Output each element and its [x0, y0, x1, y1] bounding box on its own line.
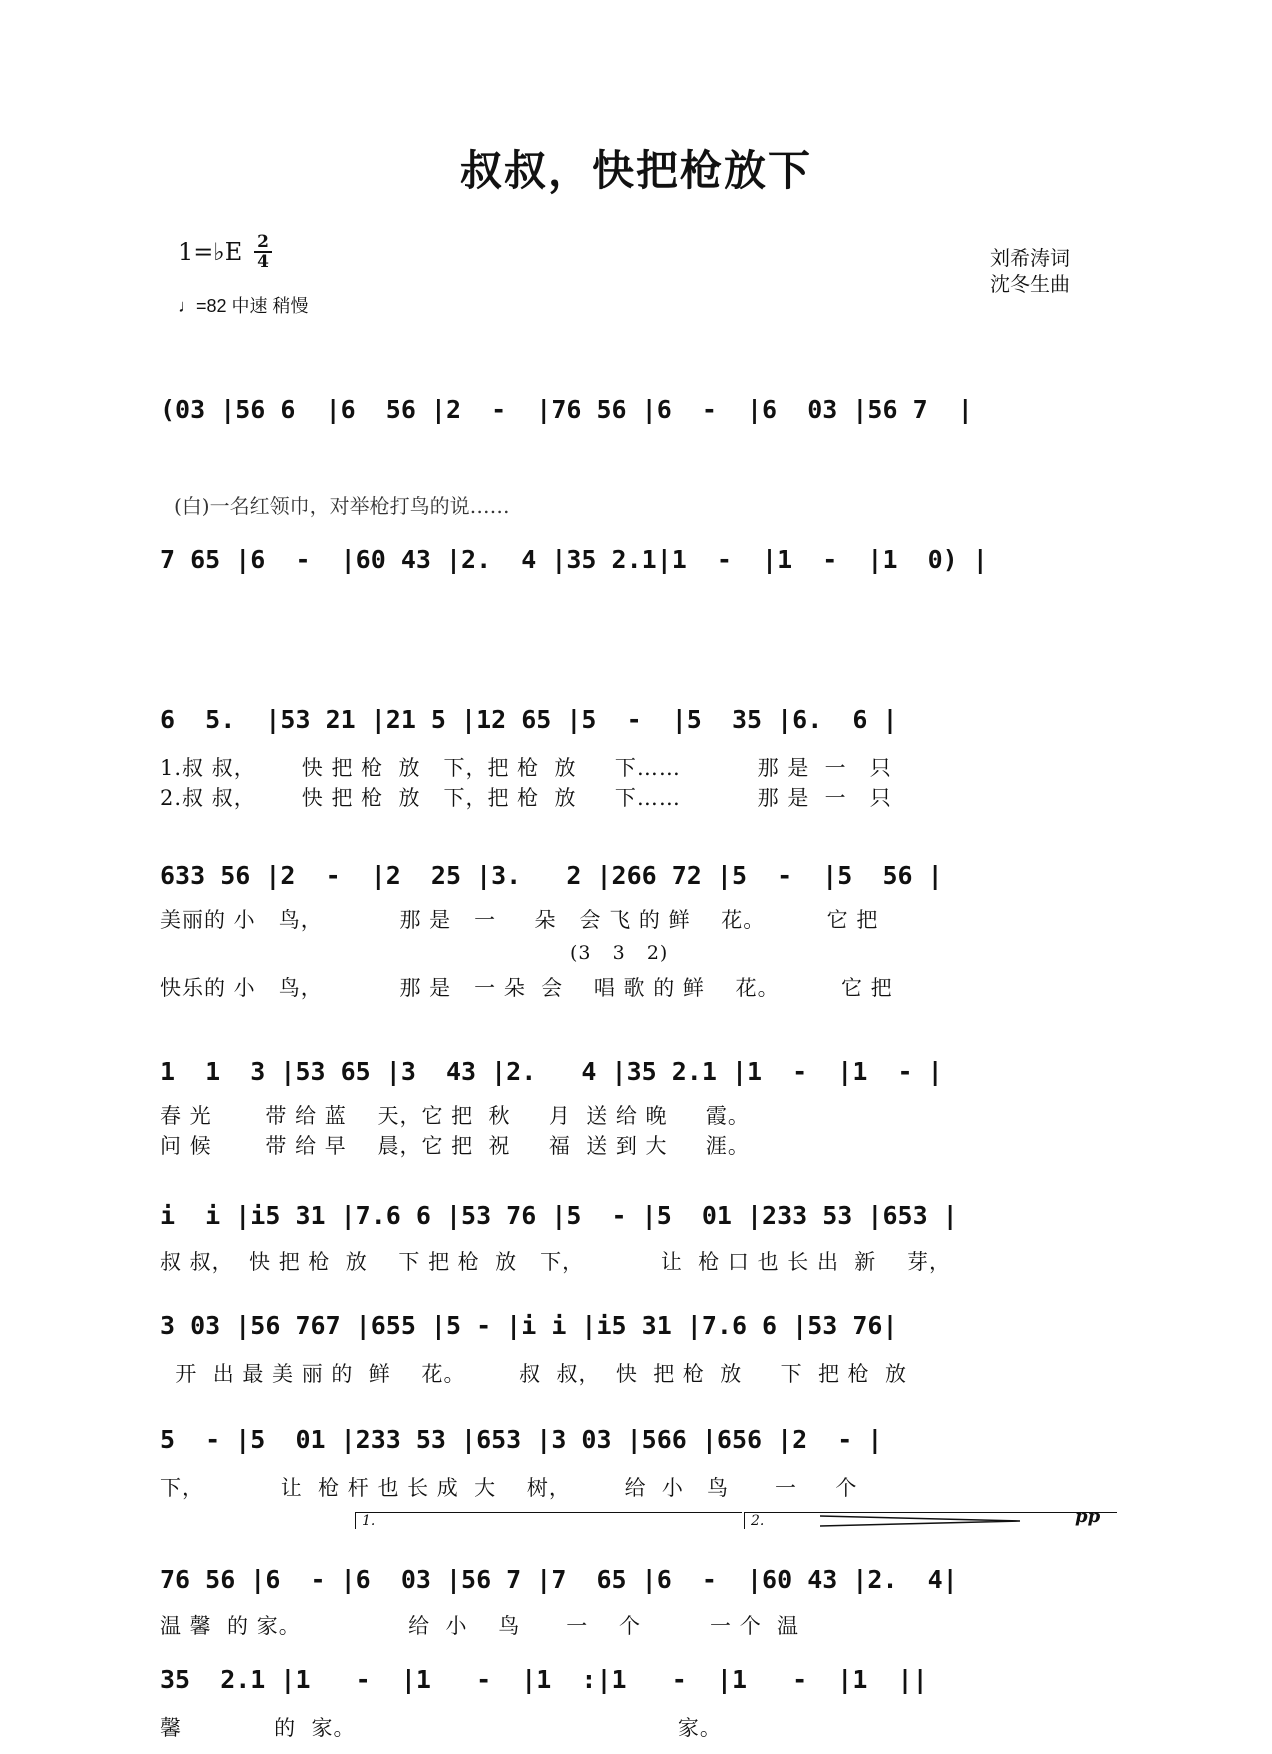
tempo-marking: ♩=82 中速 稍慢	[178, 296, 309, 316]
notes-line: 6 5. |53 21 |21 5 |12 65 |5 - |5 35 |6. 6 |	[160, 705, 898, 734]
spoken-note: (白)一名红领巾，对举枪打鸟的说……	[174, 494, 510, 518]
lyric-line: 开 出 最 美 丽 的 鲜 花。 叔 叔， 快 把 枪 放 下 把 枪 放	[160, 1362, 908, 1386]
score-line-10	[160, 1660, 1120, 1720]
song-title: 叔叔，快把枪放下	[459, 146, 812, 195]
meter-top: 2	[257, 232, 269, 252]
lyric-line: 温 馨 的 家。 给 小 鸟 一 个 一 个 温	[160, 1614, 800, 1638]
score-line-8	[160, 1420, 1120, 1480]
notes-line: 76 56 |6 - |6 03 |56 7 |7 65 |6 - |60 43 |2. 4|	[160, 1565, 958, 1594]
score-line-2	[160, 540, 1120, 600]
notes-line: 3 03 |56 767 |655 |5 - |i i |i5 31 |7.6 6 |53 76|	[160, 1311, 898, 1340]
meter-bottom: 4	[257, 252, 269, 272]
volta-second: 2.	[744, 1512, 1117, 1529]
time-signature	[254, 234, 272, 270]
score-line-1	[160, 390, 1120, 450]
composer: 沈冬生曲	[990, 272, 1070, 296]
lyric-line: 1.叔 叔， 快 把 枪 放 下，把 枪 放 下…… 那 是 一 只	[160, 756, 892, 780]
notes-line: i i |i5 31 |7.6 6 |53 76 |5 - |5 01 |233 53 |653 |	[160, 1201, 958, 1230]
lyricist: 刘希涛词	[990, 246, 1070, 270]
score-line-7	[160, 1306, 1120, 1366]
notes-line: 1 1 3 |53 65 |3 43 |2. 4 |35 2.1 |1 - |1 - |	[160, 1057, 943, 1086]
key-signature: 1=♭E	[178, 238, 243, 266]
notes-line: 633 56 |2 - |2 25 |3. 2 |266 72 |5 - |5 56 |	[160, 861, 943, 890]
notes-line: 5 - |5 01 |233 53 |653 |3 03 |566 |656 |2 - |	[160, 1425, 883, 1454]
alt-notes: (3 3 2)	[570, 942, 669, 964]
lyric-line: 叔 叔， 快 把 枪 放 下 把 枪 放 下， 让 枪 口 也 长 出 新 芽，	[160, 1250, 952, 1274]
lyric-line: 2.叔 叔， 快 把 枪 放 下，把 枪 放 下…… 那 是 一 只	[160, 786, 892, 810]
notes-line: 35 2.1 |1 - |1 - |1 :|1 - |1 - |1 ||	[160, 1665, 928, 1694]
credits	[990, 245, 1070, 297]
lyric-line: 馨 的 家。 家。	[160, 1716, 722, 1740]
dynamic-marking: pp	[1075, 1506, 1101, 1527]
lyric-line: 下， 让 枪 杆 也 长 成 大 树， 给 小 鸟 一 个	[160, 1476, 858, 1500]
volta-first: 1.	[355, 1512, 742, 1529]
decrescendo-icon	[820, 1514, 1030, 1528]
notes-line: (03 |56 6 |6 56 |2 - |76 56 |6 - |6 03 |56 7 |	[160, 395, 973, 424]
notes-line: 7 65 |6 - |60 43 |2. 4 |35 2.1|1 - |1 - |1 0) |	[160, 545, 988, 574]
score-line-3	[160, 700, 1120, 760]
lyric-line: 快乐的 小 鸟， 那 是 一 朵 会 唱 歌 的 鲜 花。 它 把	[160, 976, 893, 1000]
lyric-line: 春 光 带 给 蓝 天，它 把 秋 月 送 给 晚 霞。	[160, 1104, 750, 1128]
lyric-line: 问 候 带 给 早 晨，它 把 祝 福 送 到 大 涯。	[160, 1134, 750, 1158]
lyric-line: 美丽的 小 鸟， 那 是 一 朵 会 飞 的 鲜 花。 它 把	[160, 908, 879, 932]
